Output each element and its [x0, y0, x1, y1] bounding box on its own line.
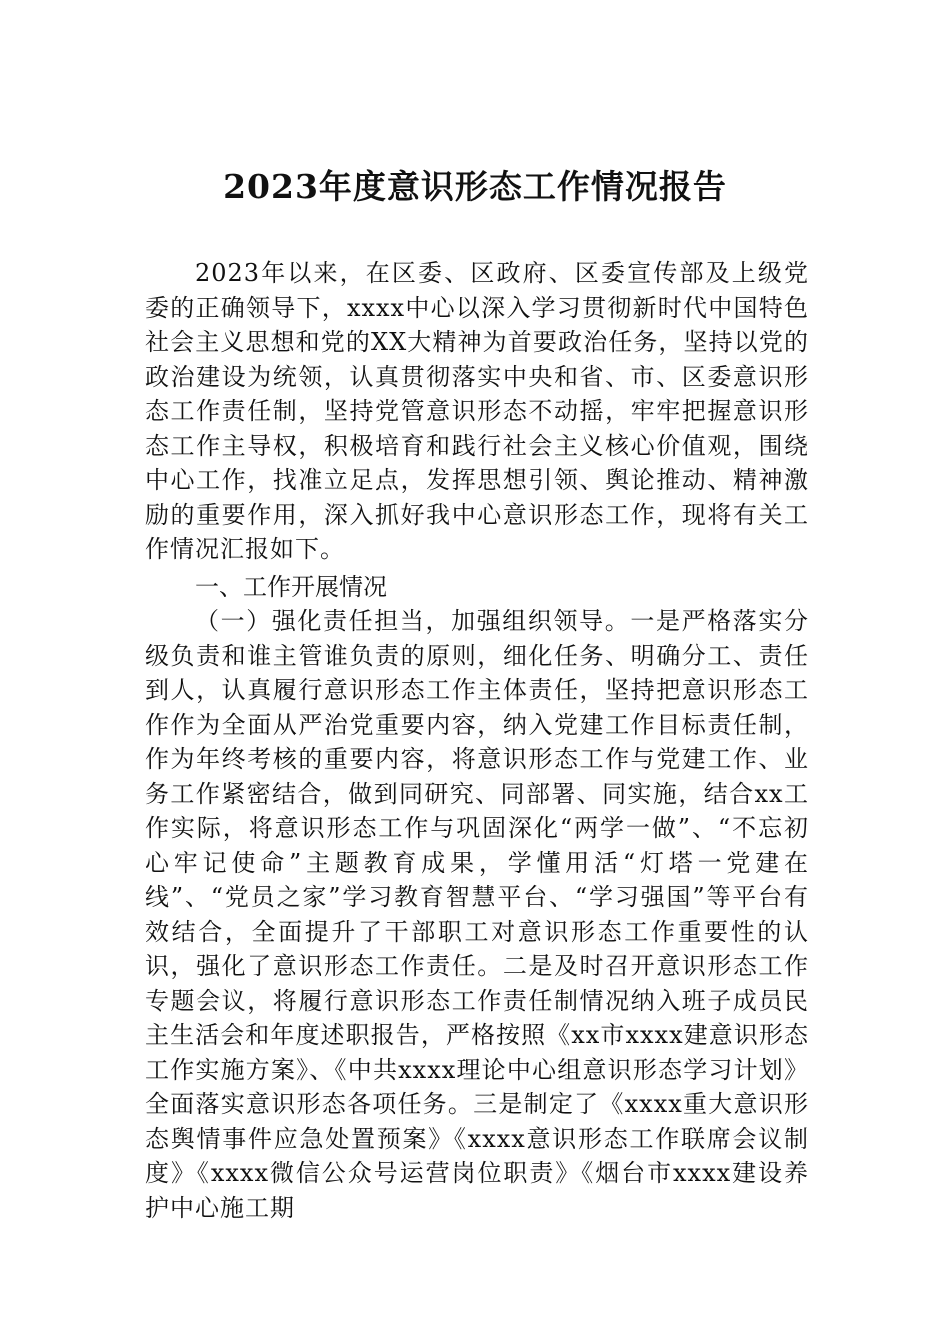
document-title: 2023年度意识形态工作情况报告: [223, 167, 727, 206]
section-heading: 一、工作开展情况: [195, 573, 387, 601]
intro-paragraph: 2023年以来，在区委、区政府、区委宣传部及上级党委的正确领导下，xxxx中心以深入学习贯彻新时代中国特色社会主义思想和党的XX大精神为首要政治任务，坚持以党的政治建设为统领，认真贯彻落实中央和省、市、区委意识形态工作责任制，坚持党管意识形态不动摇，牢牢把握意识形态工作主导权，积极培育和践行社会主义核心价值观，围绕中心工作，找准立足点，发挥思想引领、舆论推动、精神激励的重要作用，深入抓好我中心意识形态工作，现将有关工作情况汇报如下。: [145, 259, 809, 563]
section-paragraph: （一）强化责任担当，加强组织领导。一是严格落实分级负责和谁主管谁负责的原则，细化任务、明确分工、责任到人，认真履行意识形态工作主体责任，坚持把意识形态工作作为全面从严治党重要内容，纳入党建工作目标责任制，作为年终考核的重要内容，将意识形态工作与党建工作、业务工作紧密结合，做到同研究、同部署、同实施，结合xx工作实际，将意识形态工作与巩固深化“两学一做”、“不忘初心牢记使命”主题教育成果，学懂用活“灯塔一党建在线”、“党员之家”学习教育智慧平台、“学习强国”等平台有效结合，全面提升了干部职工对意识形态工作重要性的认识，强化了意识形态工作责任。二是及时召开意识形态工作专题会议，将履行意识形态工作责任制情况纳入班子成员民主生活会和年度述职报告，严格按照《xx市xxxx建意识形态工作实施方案》、《中共xxxx理论中心组意识形态学习计划》全面落实意识形态各项任务。三是制定了《xxxx重大意识形态舆情事件应急处置预案》《xxxx意识形态工作联席会议制度》《xxxx微信公众号运营岗位职责》《烟台市xxxx建设养护中心施工期: [145, 607, 809, 1222]
